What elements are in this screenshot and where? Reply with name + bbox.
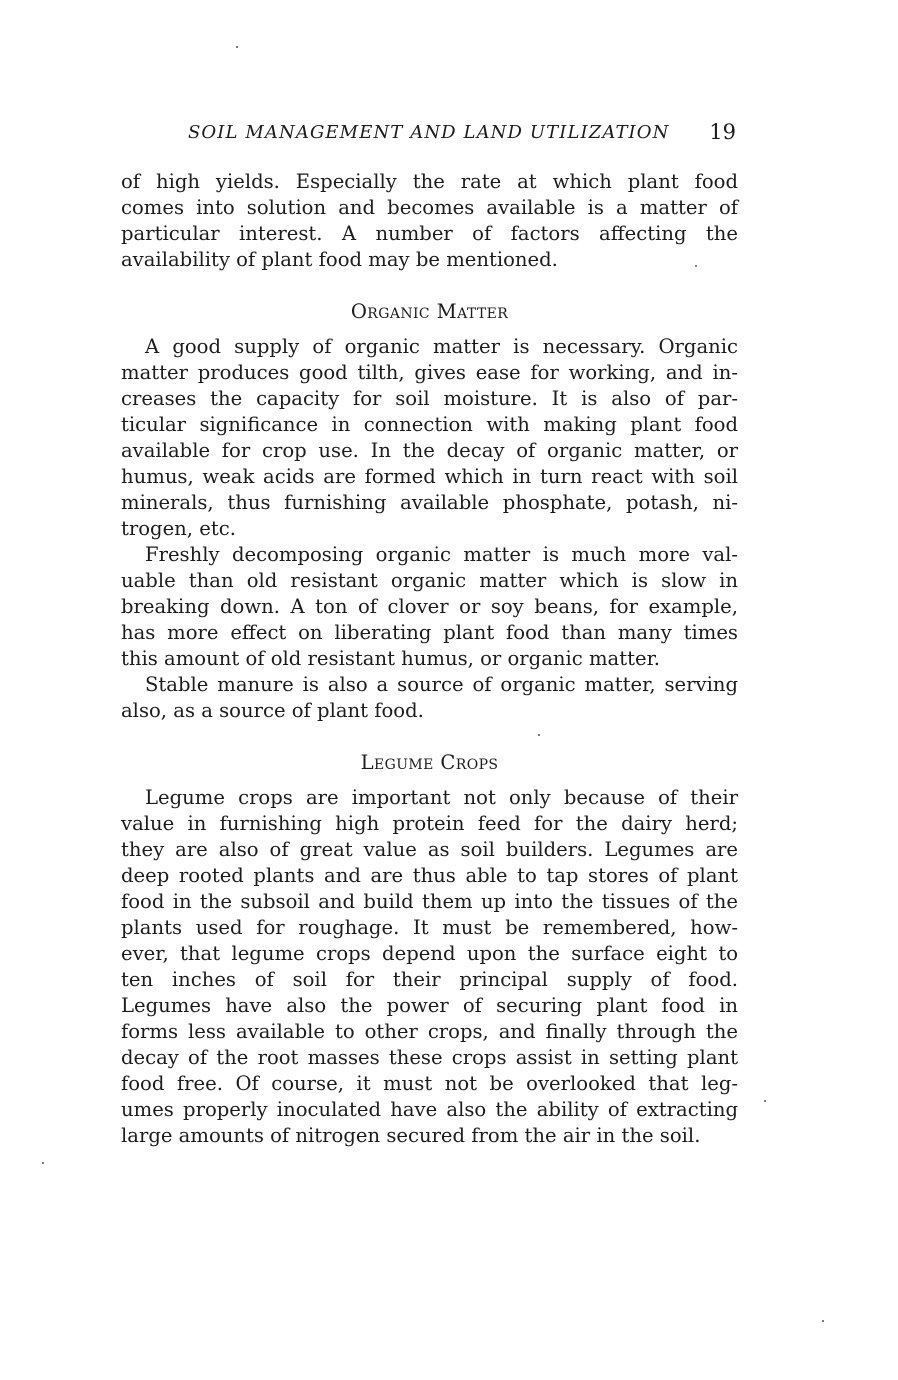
text-line: Stable manure is also a source of organic matter, serving xyxy=(145,673,738,696)
text-line: this amount of old resistant humus, or organic matter. xyxy=(121,647,661,670)
text-line: value in furnishing high protein feed for the dairy herd; xyxy=(121,812,738,835)
text-line: uable than old resistant organic matter which is slow in xyxy=(121,569,738,592)
organic-matter-paragraph-3 xyxy=(121,672,738,724)
section-heading-organic-matter: Organic Matter xyxy=(350,300,509,323)
body-text xyxy=(121,169,738,1149)
scan-speck xyxy=(236,46,238,48)
text-line: Legume crops are important not only because of their xyxy=(145,786,738,809)
text-line: deep rooted plants and are thus able to tap stores of plant xyxy=(121,864,738,887)
text-line: decay of the root masses these crops assist in setting plant xyxy=(121,1046,738,1069)
text-line: ever, that legume crops depend upon the surface eight to xyxy=(121,942,738,965)
scan-speck xyxy=(42,1162,44,1164)
running-title: SOIL MANAGEMENT AND LAND UTILIZATION xyxy=(188,122,670,143)
organic-matter-paragraph-1 xyxy=(121,334,738,542)
page-number: 19 xyxy=(709,120,736,144)
text-line: food in the subsoil and build them up into the tissues of the xyxy=(121,890,738,913)
text-line: breaking down. A ton of clover or soy beans, for example, xyxy=(121,595,738,618)
text-line: availability of plant food may be mentioned. xyxy=(121,248,558,271)
scan-speck xyxy=(822,1320,824,1322)
text-line: of high yields. Especially the rate at which plant food xyxy=(121,170,738,193)
text-line: plants used for roughage. It must be remembered, how- xyxy=(121,916,738,939)
text-line: they are also of great value as soil builders. Legumes are xyxy=(121,838,738,861)
text-line: has more effect on liberating plant food than many times xyxy=(121,621,738,644)
text-line: also, as a source of plant food. xyxy=(121,699,424,722)
heading-spacer xyxy=(121,325,738,334)
text-line: matter produces good tilth, gives ease for working, and in- xyxy=(121,361,738,384)
text-line: A good supply of organic matter is necessary. Organic xyxy=(145,335,738,358)
text-line: umes properly inoculated have also the ability of extracting xyxy=(121,1098,738,1121)
text-line: humus, weak acids are formed which in turn react with soil xyxy=(121,465,738,488)
text-line: forms less available to other crops, and finally through the xyxy=(121,1020,738,1043)
text-line: Legumes have also the power of securing plant food in xyxy=(121,994,738,1017)
text-line: Freshly decomposing organic matter is much more val- xyxy=(145,543,738,566)
text-line: trogen, etc. xyxy=(121,517,236,540)
organic-matter-paragraph-2 xyxy=(121,542,738,672)
scan-speck xyxy=(538,734,540,736)
scan-speck xyxy=(695,265,697,267)
text-line: particular interest. A number of factors affecting the xyxy=(121,222,738,245)
text-line: large amounts of nitrogen secured from the air in the soil. xyxy=(121,1124,701,1147)
text-line: ticular significance in connection with making plant food xyxy=(121,413,738,436)
text-line: food free. Of course, it must not be overlooked that leg- xyxy=(121,1072,738,1095)
section-spacer xyxy=(121,724,738,750)
text-line: minerals, thus furnishing available phosphate, potash, ni- xyxy=(121,491,738,514)
section-spacer xyxy=(121,273,738,299)
scan-speck xyxy=(764,1100,766,1102)
heading-spacer xyxy=(121,776,738,785)
text-line: comes into solution and becomes available is a matter of xyxy=(121,196,738,219)
running-head xyxy=(122,120,738,148)
intro-paragraph xyxy=(121,169,738,273)
legume-crops-paragraph xyxy=(121,785,738,1149)
section-heading-legume-crops: Legume Crops xyxy=(360,751,499,774)
text-line: available for crop use. In the decay of organic matter, or xyxy=(121,439,738,462)
text-line: ten inches of soil for their principal supply of food. xyxy=(121,968,738,991)
text-line: creases the capacity for soil moisture. It is also of par- xyxy=(121,387,738,410)
